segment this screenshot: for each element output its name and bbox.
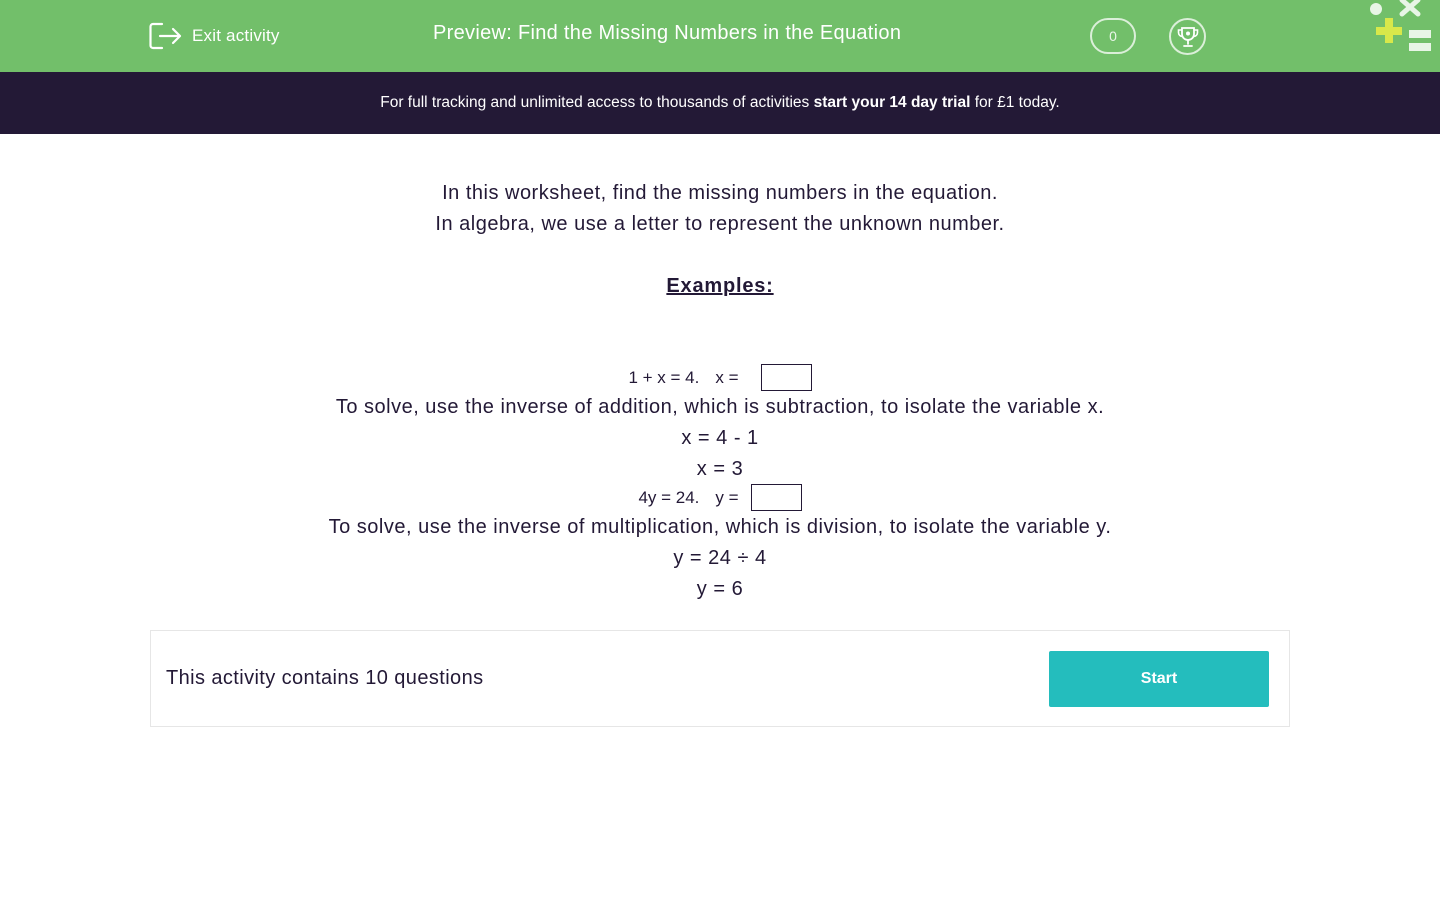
top-header	[0, 0, 1440, 72]
example-2-equation: 4y = 24.	[638, 487, 700, 507]
example-1-prompt: x =	[715, 367, 739, 387]
promo-text-before: For full tracking and unlimited access to thousands of activities	[380, 94, 814, 111]
trophy-icon	[1176, 26, 1200, 48]
example-2-prompt: y =	[715, 487, 739, 507]
exit-activity-button[interactable]	[148, 20, 280, 52]
example-2-explanation: To solve, use the inverse of multiplication, which is division, to isolate the variable y.	[328, 516, 1112, 538]
activity-question-count: This activity contains 10 questions	[166, 667, 484, 689]
trial-promo-bar	[0, 72, 1440, 134]
trophy-button[interactable]	[1169, 18, 1206, 55]
page-title: Preview: Find the Missing Numbers in the Equation	[433, 22, 902, 44]
start-button[interactable]: Start	[1049, 651, 1269, 707]
examples-heading: Examples:	[666, 275, 774, 297]
promo-text-after: for £1 today.	[970, 94, 1060, 111]
start-trial-link[interactable]: start your 14 day trial	[813, 94, 971, 111]
example-2-answer-box	[751, 484, 802, 511]
example-1-equation: 1 + x = 4.	[628, 367, 700, 387]
score-badge: 0	[1090, 18, 1136, 54]
intro-line-2: In algebra, we use a letter to represent the unknown number.	[435, 213, 1005, 235]
intro-line-1: In this worksheet, find the missing numbers in the equation.	[442, 182, 998, 204]
activity-start-card	[150, 630, 1290, 727]
exit-icon	[148, 20, 184, 52]
example-2-step-2: y = 6	[696, 578, 744, 600]
example-1-explanation: To solve, use the inverse of addition, which is subtraction, to isolate the variable x.	[335, 396, 1105, 418]
example-2-step-1: y = 24 ÷ 4	[673, 547, 767, 569]
example-1-step-1: x = 4 - 1	[681, 427, 759, 449]
example-1-step-2: x = 3	[696, 458, 744, 480]
exit-activity-label: Exit activity	[192, 26, 280, 45]
math-symbols-logo	[1366, 0, 1440, 58]
example-1-equation-row	[0, 364, 1440, 391]
example-2-equation-row	[0, 484, 1440, 511]
example-1-answer-box	[761, 364, 812, 391]
